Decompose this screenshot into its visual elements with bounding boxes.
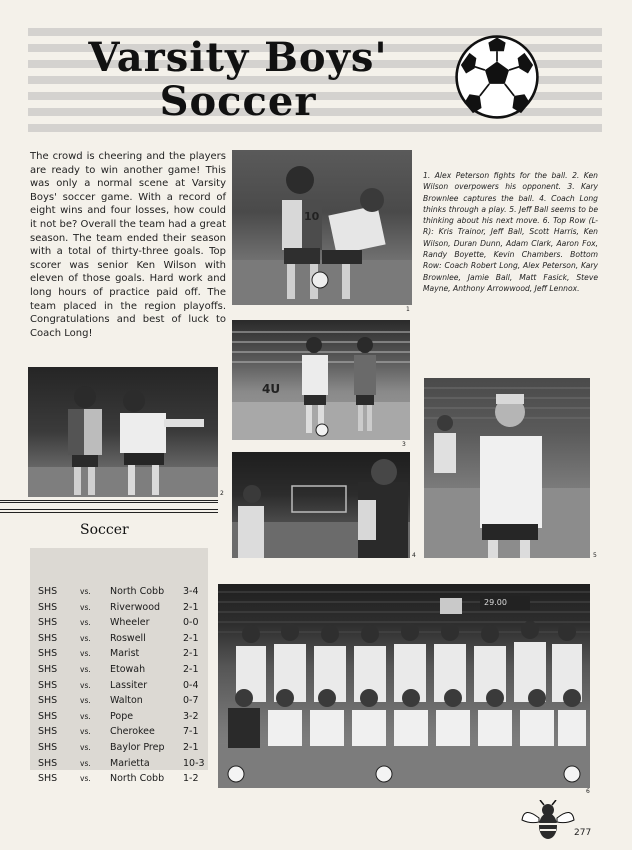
score-result: 3-4 xyxy=(183,586,199,597)
soccer-ball-icon xyxy=(454,34,540,120)
score-opponent: Wheeler xyxy=(110,617,150,629)
score-opponent: Lassiter xyxy=(110,679,148,691)
score-row xyxy=(38,711,206,725)
photo-1 xyxy=(232,150,412,305)
score-team: SHS xyxy=(38,648,58,660)
score-team: SHS xyxy=(38,742,58,753)
score-vs: vs. xyxy=(80,774,91,784)
score-vs: vs. xyxy=(80,727,91,737)
hornet-mascot-icon xyxy=(520,800,576,844)
photo-4-scene xyxy=(232,452,410,558)
score-vs: vs. xyxy=(80,758,91,768)
score-team: SHS xyxy=(38,664,58,675)
score-result: 0-7 xyxy=(183,695,199,707)
page-number: 277 xyxy=(574,828,592,838)
photo-6 xyxy=(218,584,590,788)
score-row xyxy=(38,664,206,678)
scoreboard-title: Soccer xyxy=(80,522,129,538)
score-team: SHS xyxy=(38,586,58,597)
title-line-1: Varsity Boys' xyxy=(88,34,388,81)
score-row xyxy=(38,758,206,772)
score-result: 2-1 xyxy=(183,664,199,675)
score-result: 3-2 xyxy=(183,710,199,722)
score-opponent: Cherokee xyxy=(110,726,155,738)
score-row xyxy=(38,633,206,647)
photo-2 xyxy=(28,367,218,497)
score-vs: vs. xyxy=(80,696,91,706)
photo-3-scene xyxy=(232,320,410,440)
score-opponent: Roswell xyxy=(110,632,146,644)
score-vs: vs. xyxy=(80,602,91,612)
score-vs: vs. xyxy=(80,649,91,659)
score-row xyxy=(38,586,206,600)
photo-4 xyxy=(232,452,410,558)
score-opponent: Walton xyxy=(110,695,143,707)
score-vs: vs. xyxy=(80,587,91,596)
photo-1-number: 1 xyxy=(406,306,410,313)
score-result: 0-4 xyxy=(183,679,199,691)
score-row xyxy=(38,602,206,616)
intro-paragraph: The crowd is cheering and the players are ready to win another game! This was only a normal scene at Varsity Boys' soccer game. With a record of eight wins and four losses, how could it not be? Overall the team had a great season. The team ended their season with a total of thirty-three goals. Top scorer was senior Ken Wilson with eleven of those goals. Hard work and long hours of practice paid off. The team placed in the region playoffs. Congratulations and best of luck to Coach Long! xyxy=(30,151,226,339)
photo-5-scene xyxy=(424,378,590,558)
score-team: SHS xyxy=(38,695,58,707)
score-result: 2-1 xyxy=(183,742,199,753)
score-vs: vs. xyxy=(80,711,91,721)
photo-1-jersey-number: 10 xyxy=(304,210,320,223)
score-row xyxy=(38,617,206,631)
photo-5 xyxy=(424,378,590,558)
score-result: 2-1 xyxy=(183,632,199,644)
score-opponent: Baylor Prep xyxy=(110,742,165,753)
photo-2-number: 2 xyxy=(220,490,224,497)
score-row xyxy=(38,726,206,740)
score-vs: vs. xyxy=(80,618,91,628)
score-team: SHS xyxy=(38,773,58,785)
score-team: SHS xyxy=(38,710,58,722)
photo-3-field-marking: 4U xyxy=(262,382,281,396)
photo-2-scene xyxy=(28,367,218,497)
photo-3-number: 3 xyxy=(402,441,406,448)
score-team: SHS xyxy=(38,617,58,629)
score-result: 10-3 xyxy=(183,757,205,769)
score-team: SHS xyxy=(38,679,58,691)
score-team: SHS xyxy=(38,601,58,613)
score-vs: vs. xyxy=(80,665,91,674)
photo-4-number: 4 xyxy=(412,552,416,559)
score-team: SHS xyxy=(38,632,58,644)
score-result: 2-1 xyxy=(183,601,199,613)
score-result: 1-2 xyxy=(183,773,199,785)
score-opponent: North Cobb xyxy=(110,586,165,597)
scoreboard-rule-bar xyxy=(0,509,218,513)
photo-6-number: 6 xyxy=(586,788,590,795)
photo-captions: 1. Alex Peterson fights for the ball. 2. Ken Wilson overpowers his opponent. 3. Kary Brownlee captures the ball. 4. Coach Long thinks through a play. 5. Jeff Ball seems to be thinking about his next move. 6. Top Row (L-R): Kris Trainor, Jeff Ball, Scott Harris, Ken Wilson, Duran Dunn, Adam Clark, Aaron Fox, Randy Boyette, Kevin Chambers. Bottom Row: Coach Robert Long, Alex Peterson, Kary Brownlee, Jamie Ball, Matt Fasick, Steve Mayne, Anthony Arrowwood, Jeff Lennox. xyxy=(423,171,598,293)
score-result: 0-0 xyxy=(183,617,199,629)
score-opponent: Marietta xyxy=(110,757,150,769)
score-row xyxy=(38,773,206,787)
score-opponent: Riverwood xyxy=(110,601,161,613)
photo-5-number: 5 xyxy=(593,552,597,559)
page-title xyxy=(48,36,428,124)
score-result: 2-1 xyxy=(183,648,199,660)
score-vs: vs. xyxy=(80,680,91,690)
score-row xyxy=(38,695,206,709)
score-opponent: Marist xyxy=(110,648,140,660)
score-row xyxy=(38,742,206,756)
title-line-2: Soccer xyxy=(159,78,317,125)
score-opponent: Pope xyxy=(110,710,134,722)
score-opponent: Etowah xyxy=(110,664,146,675)
team-photo-scene xyxy=(218,584,590,788)
score-row xyxy=(38,648,206,662)
photo-1-scene xyxy=(232,150,412,305)
score-opponent: North Cobb xyxy=(110,773,165,785)
score-team: SHS xyxy=(38,757,58,769)
team-photo-scoreboard-text: 29.00 xyxy=(484,598,507,607)
score-team: SHS xyxy=(38,726,58,738)
score-vs: vs. xyxy=(80,633,91,643)
score-result: 7-1 xyxy=(183,726,199,738)
photo-3 xyxy=(232,320,410,440)
score-vs: vs. xyxy=(80,743,91,752)
score-row xyxy=(38,680,206,694)
